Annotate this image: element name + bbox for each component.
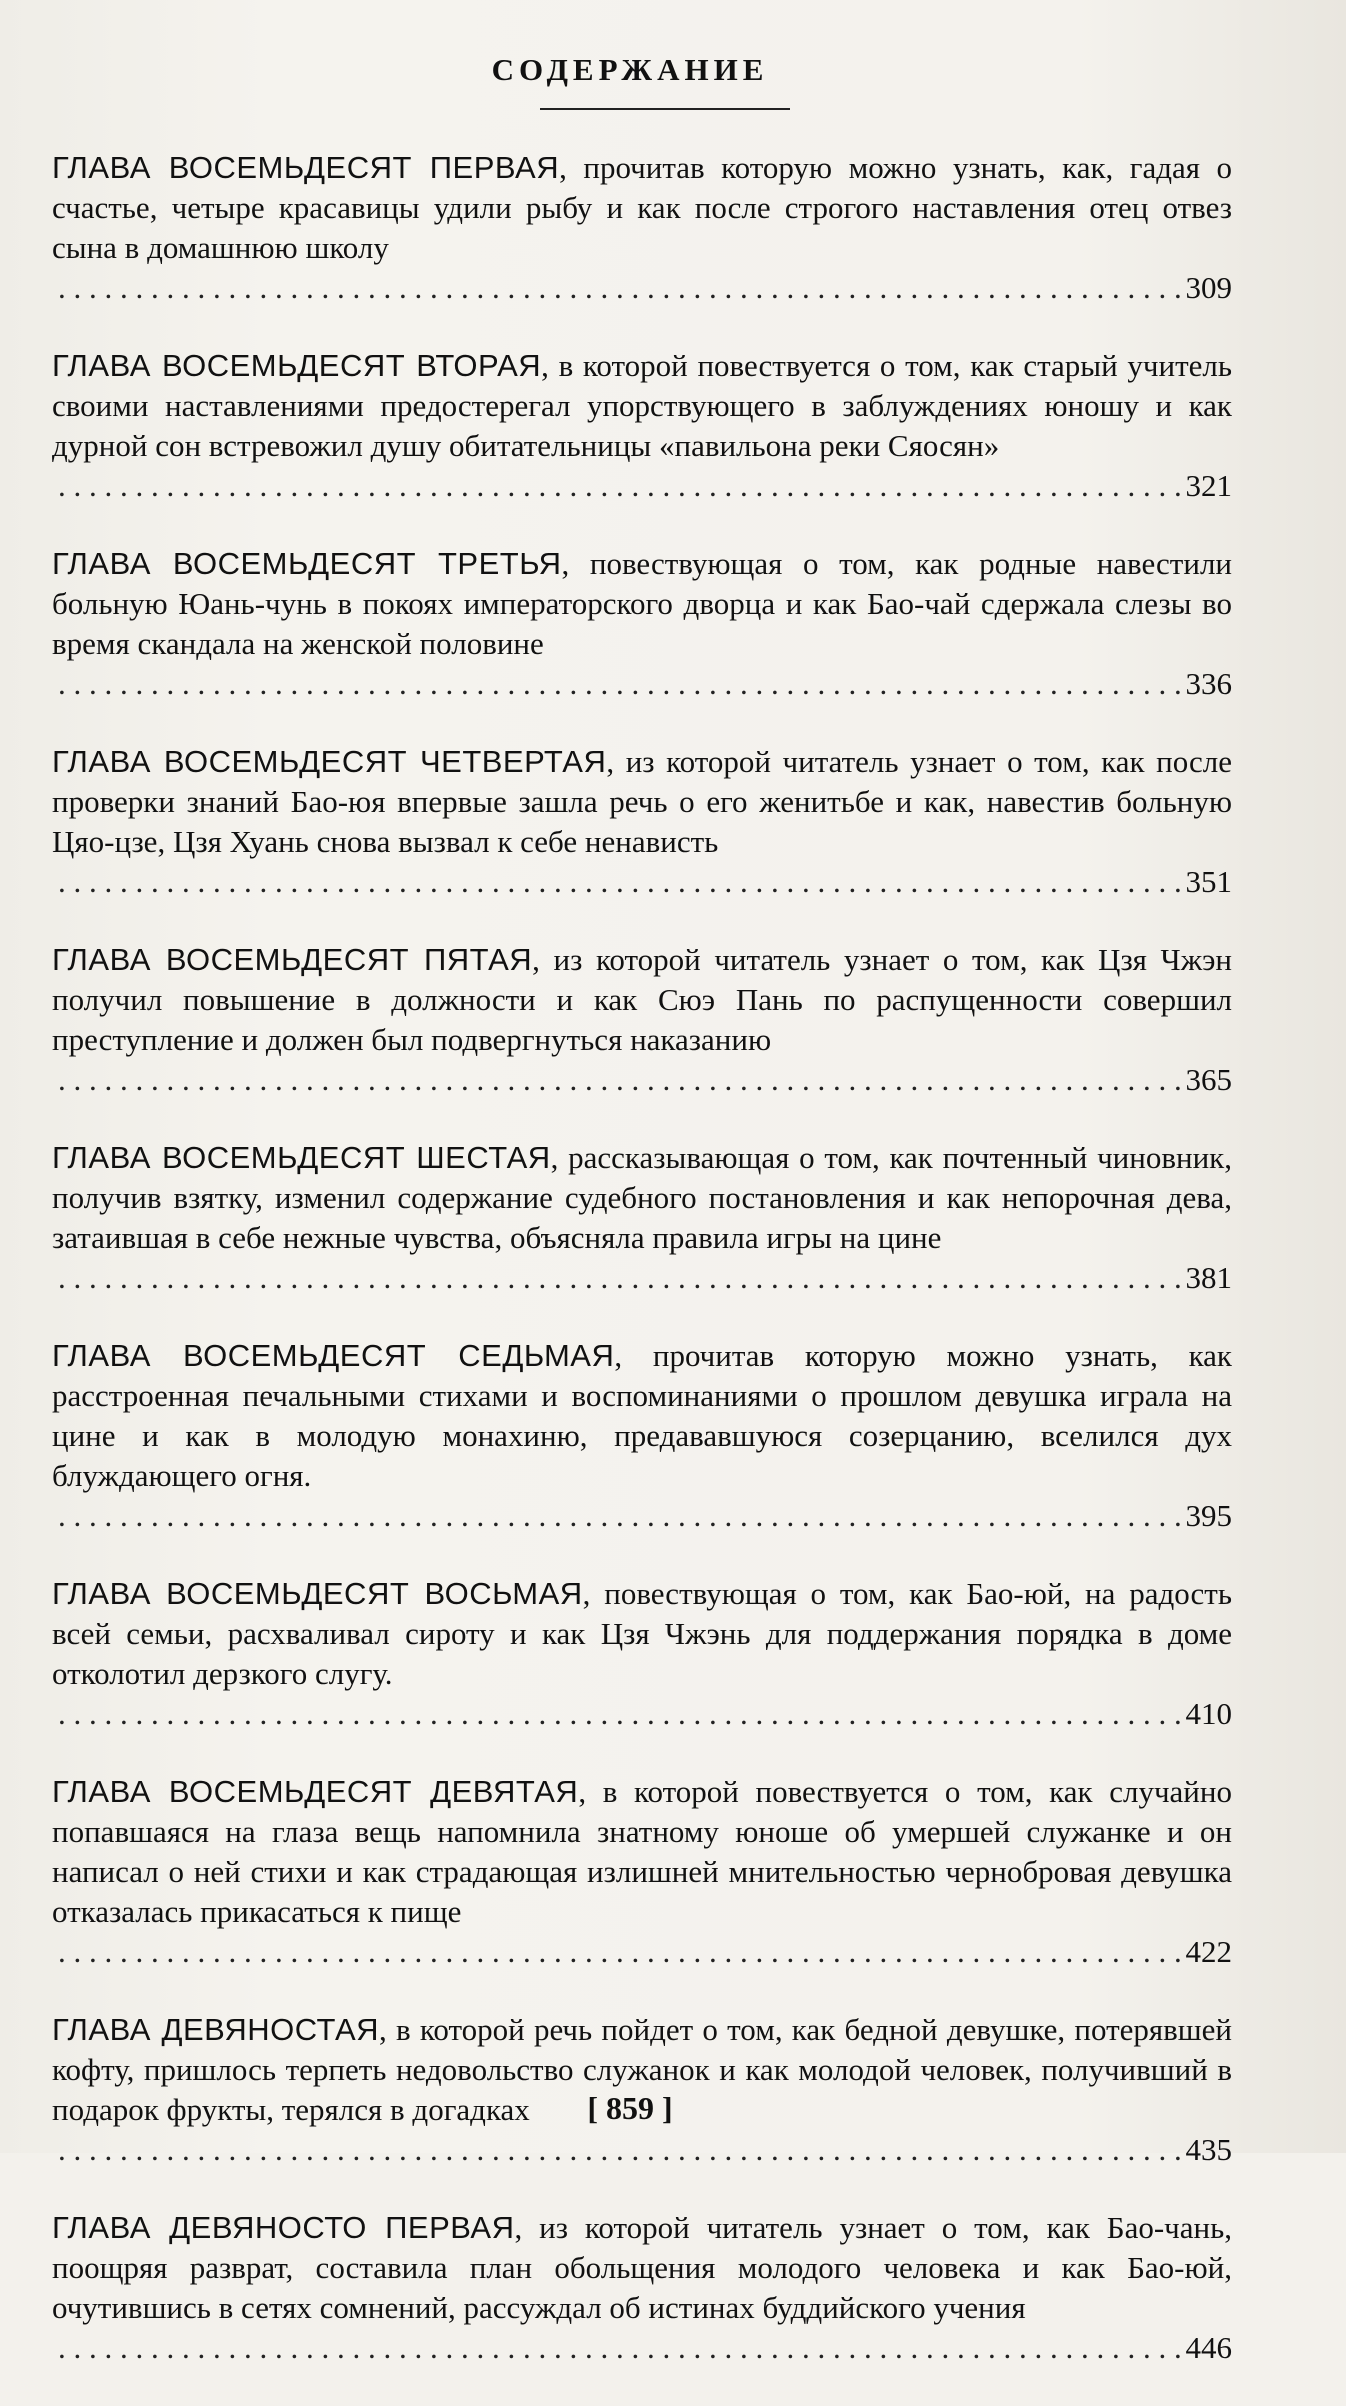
chapter-title: ГЛАВА ВОСЕМЬДЕСЯТ ВОСЬМАЯ [52, 1576, 583, 1611]
toc-entry [52, 2208, 1232, 2368]
chapter-description: , повествующая о том, как Бао-юй, на радость всей семьи, расхваливал сироту и как Цзя Чжэнь для поддержания порядка в доме отколотил дерзкого слугу. [52, 1576, 1232, 1691]
dot-leader [58, 1258, 1180, 1298]
chapter-title: ГЛАВА ВОСЕМЬДЕСЯТ ШЕСТАЯ [52, 1140, 551, 1175]
chapter-description: , из которой читатель узнает о том, как после проверки знаний Бао-юя впервые зашла речь о его женитьбе и как, навестив больную Цяо-цзе, Цзя Хуань снова вызвал к себе ненависть [52, 744, 1232, 859]
toc-entry [52, 940, 1232, 1100]
page-number: 435 [1185, 2132, 1232, 2167]
page-number: 309 [1185, 270, 1232, 305]
toc-entry [52, 742, 1232, 902]
title-underline [540, 108, 790, 110]
page-number: 336 [1185, 666, 1232, 701]
chapter-title: ГЛАВА ВОСЕМЬДЕСЯТ ЧЕТВЕРТАЯ [52, 744, 607, 779]
dot-leader [58, 268, 1180, 308]
chapter-title: ГЛАВА ВОСЕМЬДЕСЯТ ВТОРАЯ [52, 348, 542, 383]
chapter-title: ГЛАВА ВОСЕМЬДЕСЯТ СЕДЬМАЯ [52, 1338, 615, 1373]
chapter-title: ГЛАВА ДЕВЯНОСТО ПЕРВАЯ [52, 2210, 515, 2245]
page-number: 365 [1185, 1062, 1232, 1097]
chapter-title: ГЛАВА ВОСЕМЬДЕСЯТ ТРЕТЬЯ [52, 546, 562, 581]
page-number: 446 [1185, 2330, 1232, 2365]
dot-leader [58, 1694, 1180, 1734]
chapter-title: ГЛАВА ВОСЕМЬДЕСЯТ ПЯТАЯ [52, 942, 533, 977]
chapter-description: , рассказывающая о том, как почтенный чиновник, получив взятку, изменил содержание судебного постановления и как непорочная дева, затаившая в себе нежные чувства, объясняла правила игры на цине [52, 1140, 1232, 1255]
dot-leader [58, 862, 1180, 902]
dot-leader [58, 1060, 1180, 1100]
dot-leader [58, 2130, 1180, 2170]
toc-entry [52, 1574, 1232, 1734]
folio-page-number: [ 859 ] [587, 2090, 673, 2126]
chapter-description: , из которой читатель узнает о том, как Цзя Чжэн получил повышение в должности и как Сюэ Пань по распущенности совершил преступление и должен был подвергнуться наказанию [52, 942, 1233, 1057]
toc-entry [52, 1138, 1232, 1298]
dot-leader [58, 466, 1180, 506]
page-number: 351 [1185, 864, 1232, 899]
toc-entry [52, 148, 1232, 308]
dot-leader [58, 664, 1180, 704]
chapter-description: , прочитав которую можно узнать, как расстроенная печальными стихами и воспоминаниями о прошлом девушка играла на цине и как в молодую монахиню, предававшуюся созерцанию, вселился дух блуждающего огня. [52, 1338, 1232, 1493]
toc-entry [52, 346, 1232, 506]
chapter-title: ГЛАВА ВОСЕМЬДЕСЯТ ДЕВЯТАЯ [52, 1774, 579, 1809]
chapter-description: , повествующая о том, как родные навестили больную Юань-чунь в покоях императорского дворца и как Бао-чай сдержала слезы во время скандала на женской половине [52, 546, 1232, 661]
chapter-description: , прочитав которую можно узнать, как, гадая о счастье, четыре красавицы удили рыбу и как после строгого наставления отец отвез сына в домашнюю школу [52, 150, 1233, 265]
page-number: 395 [1185, 1498, 1232, 1533]
chapter-title: ГЛАВА ВОСЕМЬДЕСЯТ ПЕРВАЯ [52, 150, 560, 185]
dot-leader [58, 1496, 1180, 1536]
dot-leader [58, 2328, 1180, 2368]
toc-entry [52, 1772, 1232, 1972]
chapter-description: , из которой читатель узнает о том, как Бао-чань, поощряя разврат, составила план обольщения молодого человека и как Бао-юй, очутившись в сетях сомнений, рассуждал об истинах буддийского учения [52, 2210, 1232, 2325]
chapter-title: ГЛАВА ДЕВЯНОСТАЯ [52, 2012, 380, 2047]
dot-leader [58, 1932, 1180, 1972]
chapter-description: , в которой повествуется о том, как случайно попавшаяся на глаза вещь напомнила знатному юноше об умершей служанке и он написал о ней стихи и как страдающая излишней мнительностью чернобровая девушка отказалась прикасаться к пище [52, 1774, 1232, 1929]
chapter-description: , в которой повествуется о том, как старый учитель своими наставлениями предостерегал упорствующего в заблуждениях юношу и как дурной сон встревожил душу обитательницы «павильона реки Сяосян» [52, 348, 1232, 463]
page-number: 381 [1185, 1260, 1232, 1295]
toc-entry [52, 1336, 1232, 1536]
page-number: 321 [1185, 468, 1232, 503]
page-number: 422 [1185, 1934, 1232, 1969]
page-number: 410 [1185, 1696, 1232, 1731]
chapter-description: , в которой речь пойдет о том, как бедной девушке, потерявшей кофту, пришлось терпеть недовольство служанок и как молодой человек, получивший в подарок фрукты, терялся в догадках [52, 2012, 1232, 2127]
page-title: СОДЕРЖАНИЕ [491, 52, 769, 87]
toc-list [52, 148, 1232, 2406]
toc-entry [52, 544, 1232, 704]
